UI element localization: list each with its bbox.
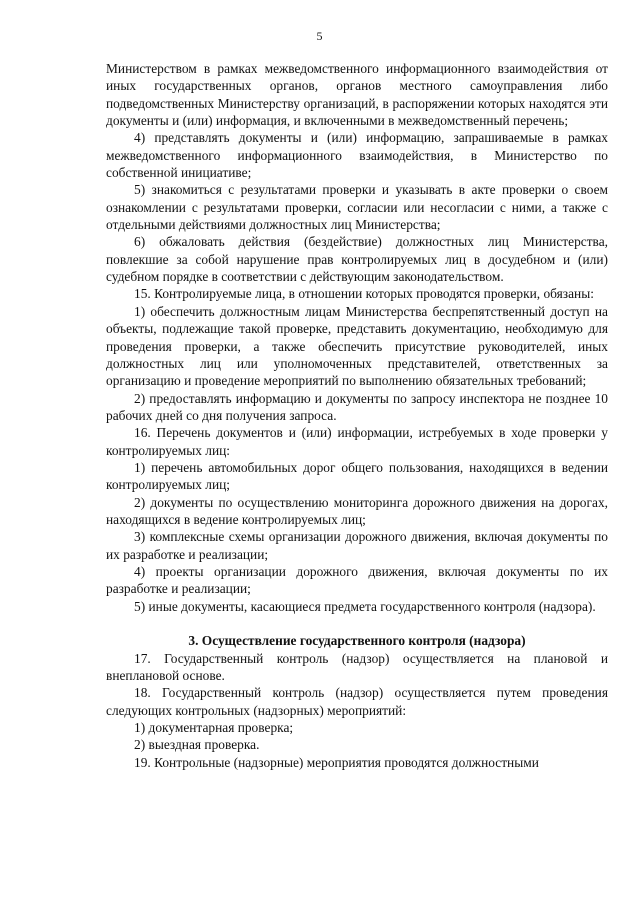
paragraph: 16. Перечень документов и (или) информации, истребуемых в ходе проверки у контролируемых лиц: xyxy=(106,425,608,458)
paragraph: 15. Контролируемые лица, в отношении которых проводятся проверки, обязаны: xyxy=(134,286,594,302)
paragraph: 18. Государственный контроль (надзор) осуществляется путем проведения следующих контрольных (надзорных) мероприятий: xyxy=(106,685,608,718)
paragraph: 4) проекты организации дорожного движения, включая документы по их разработке и реализации; xyxy=(106,563,608,597)
section-heading: 3. Осуществление государственного контроля (надзора) xyxy=(188,633,526,649)
paragraph: 4) представлять документы и (или) информацию, запрашиваемые в рамках межведомственного информационного взаимодействия, в Министерство по собственной инициативе; xyxy=(106,130,608,181)
paragraph: Министерством в рамках межведомственного информационного взаимодействия от иных государственных органов, органов местного самоуправления либо подведомственных Министерству организаций, в распоряжении которых находятся эти документы и (или) информация, и включенными в межведомственный перечень; xyxy=(106,61,608,129)
paragraph: 1) документарная проверка; xyxy=(134,720,294,736)
paragraph: 2) документы по осуществлению мониторинга дорожного движения на дорогах, находящихся в ведение контролируемых лиц; xyxy=(106,494,608,527)
paragraph: 5) знакомиться с результатами проверки и указывать в акте проверки о своем ознакомлении с результатами проверки, согласии или несогласии с ними, а также с отдельными действиями должностных лиц Министерства; xyxy=(106,182,608,233)
paragraph: 2) выездная проверка. xyxy=(134,737,260,753)
paragraph: 1) перечень автомобильных дорог общего пользования, находящихся в ведении контролируемых лиц; xyxy=(106,459,608,493)
paragraph: 5) иные документы, касающиеся предмета государственного контроля (надзора). xyxy=(134,598,596,614)
paragraph: 1) обеспечить должностным лицам Министерства беспрепятственный доступ на объекты, подлежащие такой проверке, представить документацию, необходимую для проведения проверки, а также обеспечить присутствие руководителей, иных должностных лиц или уполномоченных представителей, ответственных за организацию и проведение мероприятий по выполнению обязательных требований; xyxy=(106,303,608,389)
paragraph: 3) комплексные схемы организации дорожного движения, включая документы по их разработке и реализации; xyxy=(106,529,608,562)
paragraph: 17. Государственный контроль (надзор) осуществляется на плановой и внеплановой основе. xyxy=(106,650,608,684)
document-body xyxy=(106,60,608,771)
paragraph: 19. Контрольные (надзорные) мероприятия проводятся должностными xyxy=(134,754,539,770)
paragraph: 6) обжаловать действия (бездействие) должностных лиц Министерства, повлекшие за собой нарушение прав контролируемых лиц в досудебном и (или) судебном порядке в соответствии с действующим законодательством. xyxy=(106,234,608,285)
page-number: 5 xyxy=(316,29,323,43)
paragraph: 2) предоставлять информацию и документы по запросу инспектора не позднее 10 рабочих дней со дня получения запроса. xyxy=(106,390,608,423)
